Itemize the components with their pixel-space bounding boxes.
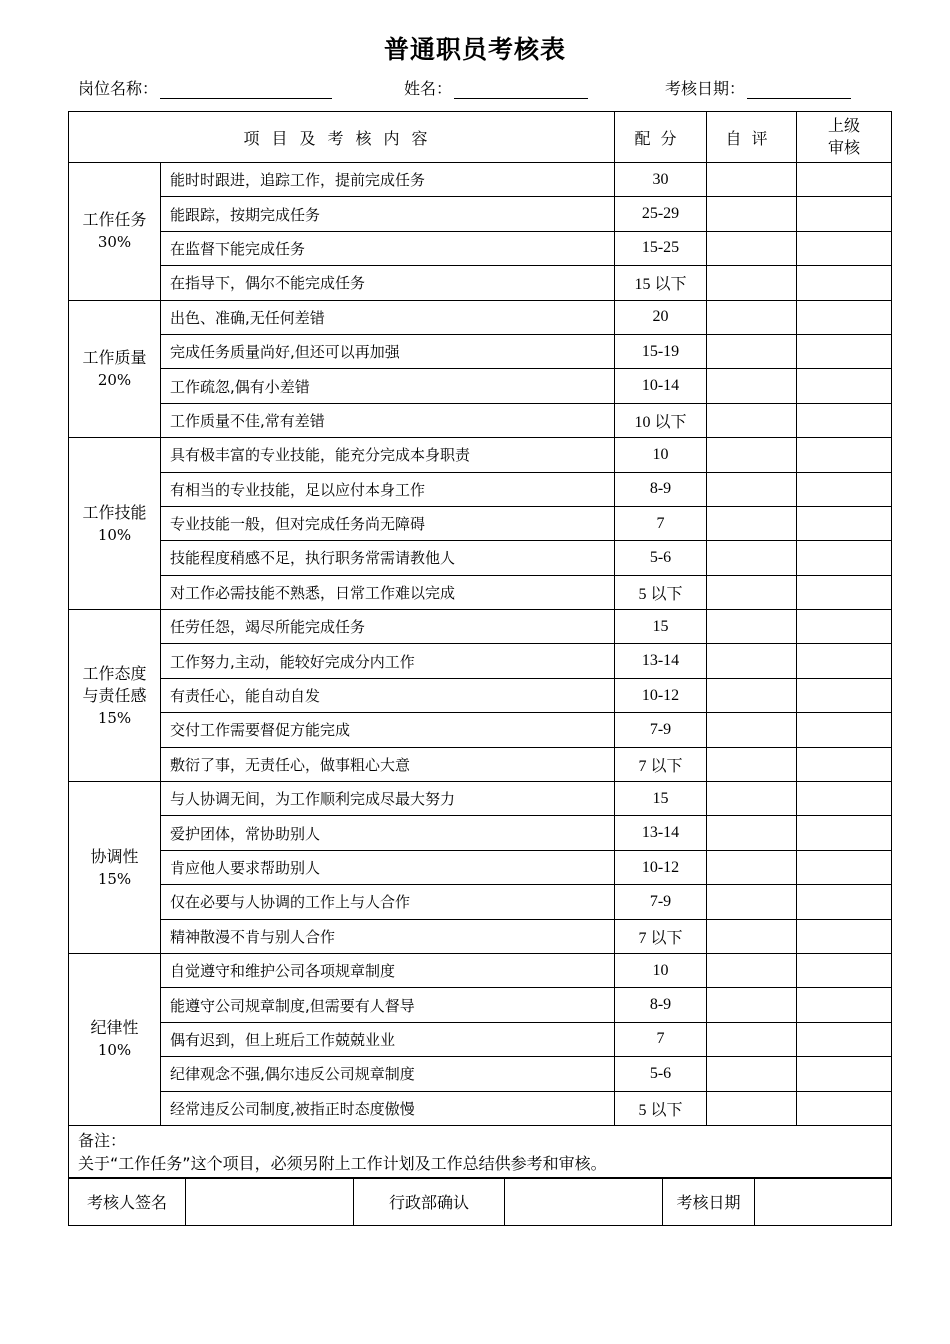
self-eval-cell[interactable] <box>707 816 797 850</box>
criteria-description: 有相当的专业技能，足以应付本身工作 <box>161 472 615 506</box>
name-label: 姓名： <box>404 79 453 98</box>
self-eval-cell[interactable] <box>707 163 797 197</box>
self-eval-cell[interactable] <box>707 1057 797 1091</box>
table-row <box>69 919 892 953</box>
criteria-score: 7 <box>615 1022 707 1056</box>
category-percent: 20% <box>97 370 132 389</box>
criteria-score: 5 以下 <box>615 575 707 609</box>
supervisor-review-cell[interactable] <box>797 334 892 368</box>
category-name: 协调性 <box>90 846 139 866</box>
criteria-score: 25-29 <box>615 197 707 231</box>
category-name-line2: 与责任感 <box>82 685 147 705</box>
criteria-description: 任劳任怨，竭尽所能完成任务 <box>161 610 615 644</box>
criteria-score: 7 以下 <box>615 919 707 953</box>
category-name: 纪律性 <box>90 1018 139 1038</box>
table-row <box>69 816 892 850</box>
notes-label: 备注： <box>78 1130 127 1150</box>
supervisor-review-cell[interactable] <box>797 1057 892 1091</box>
table-row <box>69 782 892 816</box>
signature-table <box>68 1177 892 1226</box>
criteria-score: 5 以下 <box>615 1091 707 1125</box>
header-score: 配分 <box>615 112 707 163</box>
criteria-score: 10 以下 <box>615 403 707 437</box>
table-row <box>69 575 892 609</box>
criteria-description: 专业技能一般，但对完成任务尚无障碍 <box>161 506 615 540</box>
info-row <box>78 76 868 100</box>
self-eval-cell[interactable] <box>707 1091 797 1125</box>
self-eval-cell[interactable] <box>707 850 797 884</box>
category-cell <box>69 163 161 301</box>
criteria-score: 30 <box>615 163 707 197</box>
supervisor-review-cell[interactable] <box>797 438 892 472</box>
assessor-signature-label: 考核人签名 <box>69 1178 186 1226</box>
self-eval-cell[interactable] <box>707 919 797 953</box>
criteria-score: 5-6 <box>615 1057 707 1091</box>
supervisor-review-cell[interactable] <box>797 782 892 816</box>
criteria-description: 与人协调无间，为工作顺利完成尽最大努力 <box>161 782 615 816</box>
date-field <box>665 76 851 99</box>
table-row <box>69 644 892 678</box>
self-eval-cell[interactable] <box>707 472 797 506</box>
assessment-date-cell[interactable] <box>755 1178 892 1226</box>
assessment-table <box>68 111 892 1179</box>
table-row <box>69 610 892 644</box>
table-row <box>69 231 892 265</box>
self-eval-cell[interactable] <box>707 575 797 609</box>
self-eval-cell[interactable] <box>707 747 797 781</box>
header-self-eval: 自评 <box>707 112 797 163</box>
criteria-description: 交付工作需要督促方能完成 <box>161 713 615 747</box>
supervisor-review-cell[interactable] <box>797 197 892 231</box>
category-percent: 15% <box>97 708 132 727</box>
category-percent: 10% <box>97 525 132 544</box>
supervisor-review-cell[interactable] <box>797 506 892 540</box>
table-row <box>69 266 892 300</box>
table-header <box>69 112 892 163</box>
date-label: 考核日期： <box>665 79 746 98</box>
self-eval-cell[interactable] <box>707 988 797 1022</box>
criteria-score: 10-14 <box>615 369 707 403</box>
self-eval-cell[interactable] <box>707 541 797 575</box>
criteria-description: 仅在必要与人协调的工作上与人合作 <box>161 885 615 919</box>
criteria-description: 肯应他人要求帮助别人 <box>161 850 615 884</box>
self-eval-cell[interactable] <box>707 197 797 231</box>
assessment-date-label: 考核日期 <box>663 1178 755 1226</box>
self-eval-cell[interactable] <box>707 369 797 403</box>
category-cell <box>69 300 161 438</box>
supervisor-review-cell[interactable] <box>797 816 892 850</box>
supervisor-review-cell[interactable] <box>797 678 892 712</box>
criteria-description: 工作疏忽,偶有小差错 <box>161 369 615 403</box>
criteria-description: 能遵守公司规章制度,但需要有人督导 <box>161 988 615 1022</box>
supervisor-review-cell[interactable] <box>797 850 892 884</box>
criteria-description: 在指导下，偶尔不能完成任务 <box>161 266 615 300</box>
self-eval-cell[interactable] <box>707 266 797 300</box>
criteria-description: 具有极丰富的专业技能，能充分完成本身职责 <box>161 438 615 472</box>
criteria-description: 精神散漫不肯与别人合作 <box>161 919 615 953</box>
supervisor-review-cell[interactable] <box>797 919 892 953</box>
table-row <box>69 334 892 368</box>
self-eval-cell[interactable] <box>707 953 797 987</box>
table-row <box>69 850 892 884</box>
self-eval-cell[interactable] <box>707 231 797 265</box>
supervisor-review-cell[interactable] <box>797 163 892 197</box>
table-row <box>69 713 892 747</box>
criteria-score: 10 <box>615 953 707 987</box>
criteria-description: 经常违反公司制度,被指正时态度傲慢 <box>161 1091 615 1125</box>
criteria-description: 偶有迟到，但上班后工作兢兢业业 <box>161 1022 615 1056</box>
criteria-score: 15 <box>615 782 707 816</box>
criteria-score: 8-9 <box>615 472 707 506</box>
name-input-line[interactable] <box>454 80 588 99</box>
table-row <box>69 541 892 575</box>
criteria-score: 10 <box>615 438 707 472</box>
criteria-description: 能跟踪，按期完成任务 <box>161 197 615 231</box>
category-name: 工作任务 <box>82 210 147 230</box>
criteria-score: 8-9 <box>615 988 707 1022</box>
assessor-signature-cell[interactable] <box>186 1178 354 1226</box>
supervisor-review-cell[interactable] <box>797 266 892 300</box>
category-name: 工作态度 <box>82 663 147 683</box>
header-sup-line1: 上级 <box>828 116 861 135</box>
header-supervisor-review <box>797 112 892 163</box>
supervisor-review-cell[interactable] <box>797 541 892 575</box>
criteria-score: 7-9 <box>615 885 707 919</box>
position-field <box>78 76 332 99</box>
criteria-score: 20 <box>615 300 707 334</box>
supervisor-review-cell[interactable] <box>797 885 892 919</box>
position-input-line[interactable] <box>160 80 332 99</box>
criteria-description: 爱护团体，常协助别人 <box>161 816 615 850</box>
table-row <box>69 953 892 987</box>
self-eval-cell[interactable] <box>707 300 797 334</box>
page-title: 普通职员考核表 <box>383 35 566 64</box>
table-row <box>69 988 892 1022</box>
category-name: 工作技能 <box>82 502 147 522</box>
table-row <box>69 885 892 919</box>
table-row <box>69 369 892 403</box>
admin-confirm-cell[interactable] <box>505 1178 663 1226</box>
criteria-description: 能时时跟进，追踪工作，提前完成任务 <box>161 163 615 197</box>
position-label: 岗位名称： <box>78 79 159 98</box>
self-eval-cell[interactable] <box>707 782 797 816</box>
header-sup-line2: 审核 <box>828 138 861 157</box>
criteria-score: 15 <box>615 610 707 644</box>
self-eval-cell[interactable] <box>707 885 797 919</box>
table-row <box>69 1022 892 1056</box>
table-row <box>69 506 892 540</box>
criteria-score: 13-14 <box>615 816 707 850</box>
category-cell <box>69 782 161 954</box>
table-row <box>69 163 892 197</box>
supervisor-review-cell[interactable] <box>797 988 892 1022</box>
self-eval-cell[interactable] <box>707 713 797 747</box>
category-percent: 30% <box>97 233 132 252</box>
criteria-score: 5-6 <box>615 541 707 575</box>
table-row <box>69 300 892 334</box>
supervisor-review-cell[interactable] <box>797 953 892 987</box>
criteria-score: 15-25 <box>615 231 707 265</box>
supervisor-review-cell[interactable] <box>797 472 892 506</box>
self-eval-cell[interactable] <box>707 438 797 472</box>
category-cell <box>69 610 161 782</box>
supervisor-review-cell[interactable] <box>797 369 892 403</box>
criteria-score: 15-19 <box>615 334 707 368</box>
name-field <box>404 76 588 99</box>
notes-row <box>69 1125 892 1178</box>
criteria-description: 技能程度稍感不足，执行职务常需请教他人 <box>161 541 615 575</box>
criteria-description: 在监督下能完成任务 <box>161 231 615 265</box>
table-row <box>69 403 892 437</box>
criteria-description: 出色、准确,无任何差错 <box>161 300 615 334</box>
criteria-score: 10-12 <box>615 850 707 884</box>
supervisor-review-cell[interactable] <box>797 1022 892 1056</box>
table-row <box>69 678 892 712</box>
supervisor-review-cell[interactable] <box>797 644 892 678</box>
admin-confirm-label: 行政部确认 <box>354 1178 505 1226</box>
category-cell <box>69 438 161 610</box>
criteria-description: 工作努力,主动，能较好完成分内工作 <box>161 644 615 678</box>
category-percent: 10% <box>97 1041 132 1060</box>
notes-cell <box>69 1125 892 1178</box>
criteria-description: 纪律观念不强,偶尔违反公司规章制度 <box>161 1057 615 1091</box>
supervisor-review-cell[interactable] <box>797 300 892 334</box>
table-row <box>69 197 892 231</box>
notes-text: 关于“工作任务”这个项目，必须另附上工作计划及工作总结供参考和审核。 <box>78 1153 607 1173</box>
category-name: 工作质量 <box>82 347 147 367</box>
header-items: 项目及考核内容 <box>69 112 615 163</box>
criteria-score: 15 以下 <box>615 266 707 300</box>
supervisor-review-cell[interactable] <box>797 1091 892 1125</box>
supervisor-review-cell[interactable] <box>797 575 892 609</box>
criteria-description: 自觉遵守和维护公司各项规章制度 <box>161 953 615 987</box>
self-eval-cell[interactable] <box>707 644 797 678</box>
criteria-description: 工作质量不佳,常有差错 <box>161 403 615 437</box>
criteria-description: 有责任心，能自动自发 <box>161 678 615 712</box>
self-eval-cell[interactable] <box>707 678 797 712</box>
category-percent: 15% <box>97 869 132 888</box>
criteria-description: 敷衍了事，无责任心，做事粗心大意 <box>161 747 615 781</box>
self-eval-cell[interactable] <box>707 403 797 437</box>
date-input-line[interactable] <box>747 80 851 99</box>
self-eval-cell[interactable] <box>707 506 797 540</box>
supervisor-review-cell[interactable] <box>797 713 892 747</box>
criteria-score: 7 以下 <box>615 747 707 781</box>
supervisor-review-cell[interactable] <box>797 231 892 265</box>
criteria-score: 10-12 <box>615 678 707 712</box>
criteria-score: 13-14 <box>615 644 707 678</box>
self-eval-cell[interactable] <box>707 610 797 644</box>
criteria-description: 完成任务质量尚好,但还可以再加强 <box>161 334 615 368</box>
table-row <box>69 472 892 506</box>
category-cell <box>69 953 161 1125</box>
criteria-score: 7-9 <box>615 713 707 747</box>
signature-row <box>69 1178 892 1226</box>
self-eval-cell[interactable] <box>707 1022 797 1056</box>
criteria-score: 7 <box>615 506 707 540</box>
supervisor-review-cell[interactable] <box>797 747 892 781</box>
self-eval-cell[interactable] <box>707 334 797 368</box>
supervisor-review-cell[interactable] <box>797 610 892 644</box>
table-row <box>69 1057 892 1091</box>
criteria-description: 对工作必需技能不熟悉，日常工作难以完成 <box>161 575 615 609</box>
table-row <box>69 1091 892 1125</box>
supervisor-review-cell[interactable] <box>797 403 892 437</box>
table-row <box>69 438 892 472</box>
table-row <box>69 747 892 781</box>
